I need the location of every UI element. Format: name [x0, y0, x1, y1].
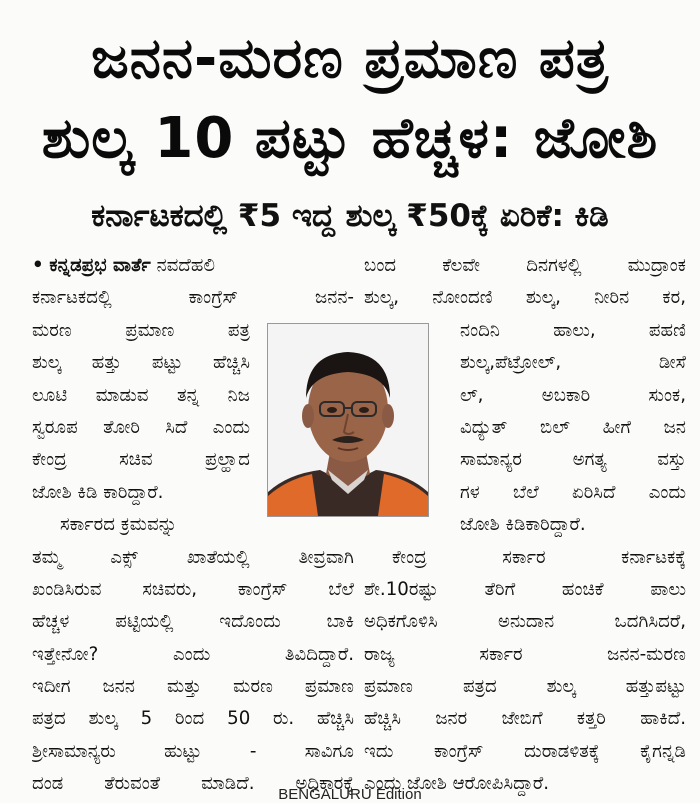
- text-line: ಕರ್ನಾಟಕದಲ್ಲಿ ಕಾಂಗ್ರೆಸ್ ಜನನ-: [32, 287, 354, 309]
- text-line: ತಮ್ಮ ಎಕ್ಸ್ ಖಾತೆಯಲ್ಲಿ ತೀವ್ರವಾಗಿ: [32, 546, 354, 568]
- text-line: ಹೆಚ್ಚಳ ಪಟ್ಟಿಯಲ್ಲಿ ಇದೊಂದು ಬಾಕಿ: [32, 611, 354, 633]
- text-line: ಶುಲ್ಕ ಹತ್ತು ಪಟ್ಟು ಹೆಚ್ಚಿಸಿ: [32, 352, 250, 374]
- text-line: ಶುಲ್ಕ,ಪೆಟ್ರೋಲ್, ಡೀಸೆ: [460, 352, 686, 374]
- text-line: ಇತ್ತೇನೋ? ಎಂದು ತಿವಿದಿದ್ದಾರೆ.: [32, 643, 354, 665]
- headline-line-2: ಶುಲ್ಕ 10 ಪಟ್ಟು ಹೆಚ್ಚಳ: ಜೋಶಿ: [41, 106, 659, 171]
- text-line: ಕೇಂದ್ರ ಸರ್ಕಾರ ಕರ್ನಾಟಕಕ್ಕೆ: [392, 546, 686, 568]
- text-line: ಸಾಮಾನ್ಯರ ಅಗತ್ಯ ವಸ್ತು: [460, 449, 686, 471]
- text-line: ಅಧಿಕಗೊಳಿಸಿ ಅನುದಾನ ಒದಗಿಸಿದರೆ,: [364, 611, 686, 633]
- text-line: ಜೋಶಿ ಕಿಡಿ ಕಾರಿದ್ದಾರೆ.: [32, 481, 164, 503]
- text-line: ಶುಲ್ಕ, ನೋಂದಣಿ ಶುಲ್ಕ, ನೀರಿನ ಕರ,: [364, 287, 686, 309]
- text-line: ಕೇಂದ್ರ ಸಚಿವ ಪ್ರಲ್ಹಾದ: [32, 449, 250, 471]
- text-line: ಪ್ರಮಾಣ ಪತ್ರದ ಶುಲ್ಕ ಹತ್ತುಪಟ್ಟು: [364, 676, 686, 698]
- text-line: ಹೆಚ್ಚಿಸಿ ಜನರ ಜೇಬಿಗೆ ಕತ್ತರಿ ಹಾಕಿದೆ.: [364, 708, 686, 730]
- text-line: ದಂಡ ತೆರುವಂತೆ ಮಾಡಿದೆ. ಅಧಿಕಾರಕ್ಕೆ: [32, 773, 354, 795]
- text-line: ಜೋಶಿ ಕಿಡಿಕಾರಿದ್ದಾರೆ.: [460, 514, 586, 536]
- subheadline: ಕರ್ನಾಟಕದಲ್ಲಿ ₹5 ಇದ್ದ ಶುಲ್ಕ ₹50ಕ್ಕೆ ಏರಿಕೆ: ಕಿಡಿ: [91, 198, 609, 234]
- text-line: ಪತ್ರದ ಶುಲ್ಕ 5 ರಿಂದ 50 ರು. ಹೆಚ್ಚಿಸಿ: [32, 708, 354, 730]
- text-line: ಸರ್ಕಾರದ ಕ್ರಮವನ್ನು: [60, 514, 178, 536]
- text-line: ಇದೀಗ ಜನನ ಮತ್ತು ಮರಣ ಪ್ರಮಾಣ: [32, 676, 354, 698]
- bullet-icon: •: [32, 255, 44, 276]
- text-line: ನಂದಿನಿ ಹಾಲು, ಪಹಣಿ: [460, 319, 686, 341]
- text-line: ಶ್ರೀಸಾಮಾನ್ಯರು ಹುಟ್ಟು - ಸಾವಿಗೂ: [32, 740, 354, 762]
- text-line: ಗಳ ಬೆಲೆ ಏರಿಸಿದೆ ಎಂದು: [460, 481, 686, 503]
- text-line: ಎಂದು ಜೋಶಿ ಆರೋಪಿಸಿದ್ದಾರೆ.: [364, 773, 550, 795]
- text-line: ಶೇ.10ರಷ್ಟು ತೆರಿಗೆ ಹಂಚಿಕೆ ಪಾಲು: [364, 578, 686, 600]
- byline-place: ನವದೆಹಲಿ: [150, 255, 216, 276]
- text-line: ಮರಣ ಪ್ರಮಾಣ ಪತ್ರ: [32, 319, 250, 341]
- text-line: ಬಂದ ಕೆಲವೇ ದಿನಗಳಲ್ಲಿ ಮುದ್ರಾಂಕ: [364, 255, 686, 276]
- edition-footer: BENGALURU Edition: [278, 786, 422, 803]
- text-line: ಇದು ಕಾಂಗ್ರೆಸ್ ದುರಾಡಳಿತಕ್ಕೆ ಕೈಗನ್ನಡಿ: [364, 740, 686, 762]
- minister-portrait-photo: [267, 323, 429, 517]
- text-line: ರಾಜ್ಯ ಸರ್ಕಾರ ಜನನ-ಮರಣ: [364, 643, 686, 665]
- text-line: ಸ್ವರೂಪ ತೋರಿ ಸಿದೆ ಎಂದು: [32, 416, 250, 438]
- portrait-illustration: [268, 324, 428, 516]
- headline-line-1: ಜನನ-ಮರಣ ಪ್ರಮಾಣ ಪತ್ರ: [91, 26, 609, 91]
- text-line: ಲ್, ಅಬಕಾರಿ ಸುಂಕ,: [460, 384, 686, 406]
- byline: [32, 250, 354, 282]
- text-line: ಲೂಟಿ ಮಾಡುವ ತನ್ನ ನಿಜ: [32, 384, 250, 406]
- byline-source: ಕನ್ನಡಪ್ರಭ ವಾರ್ತೆ: [49, 255, 151, 276]
- text-line: ವಿದ್ಯುತ್ ಬಿಲ್ ಹೀಗೆ ಜನ: [460, 416, 686, 438]
- text-line: ಖಂಡಿಸಿರುವ ಸಚಿವರು, ಕಾಂಗ್ರೆಸ್ ಬೆಲೆ: [32, 578, 354, 600]
